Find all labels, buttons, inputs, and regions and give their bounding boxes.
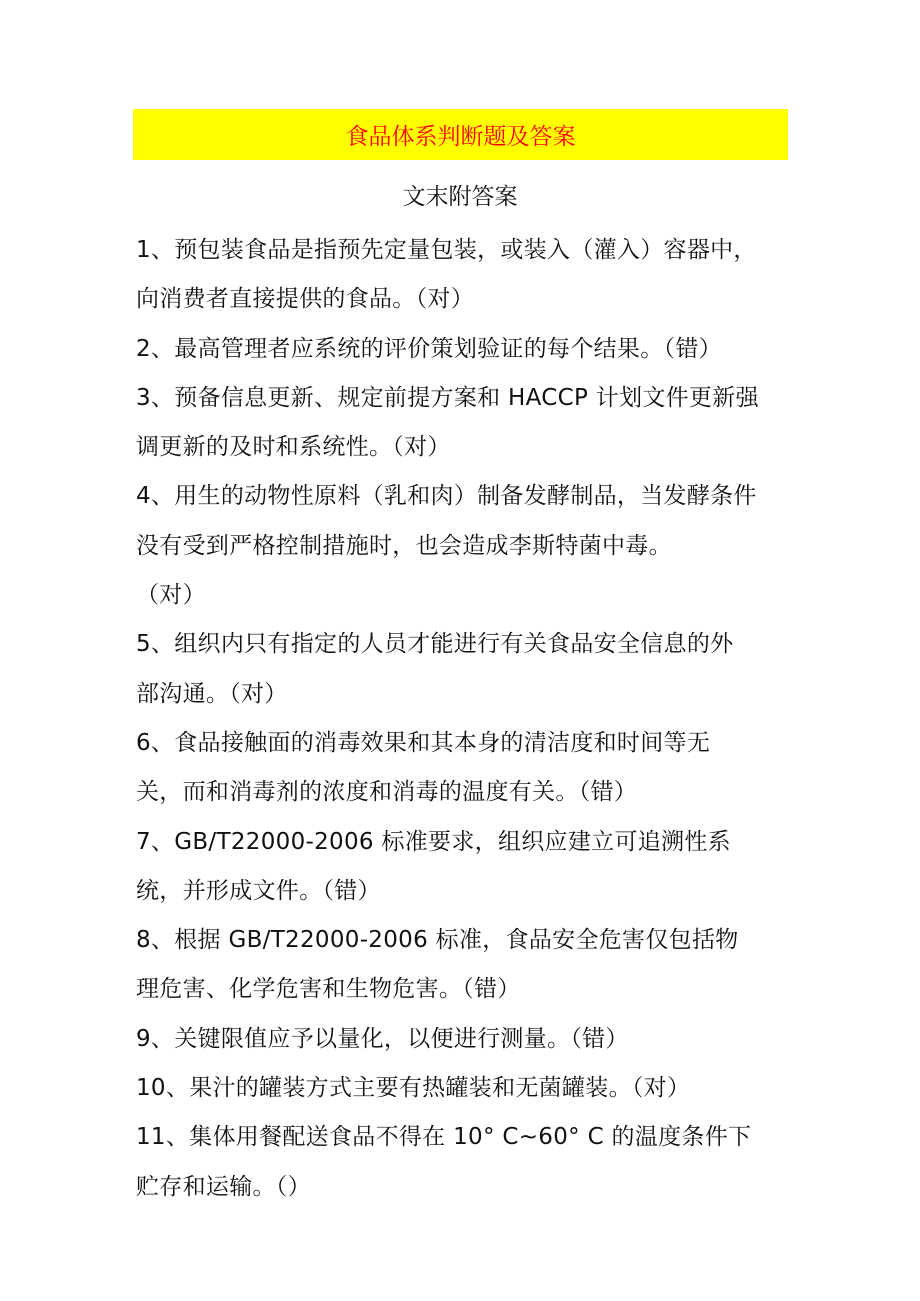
text-line: 关，而和消毒剂的浓度和消毒的温度有关。（错） (136, 779, 638, 806)
text-line: 5、组织内只有指定的人员才能进行有关食品安全信息的外 (136, 631, 734, 658)
text-line: 1、预包装食品是指预先定量包装，或装入（灌入）容器中， (136, 237, 757, 263)
text-line: 贮存和运输。（） (136, 1173, 311, 1200)
text-line: 2、最高管理者应系统的评价策划验证的每个结果。（错） (136, 335, 722, 362)
text-line: （对） (136, 582, 206, 609)
text-line: 9、关键限值应予以量化，以便进行测量。（错） (136, 1025, 629, 1052)
text-line: 7、GB/T22000-2006 标准要求，组织应建立可追溯性系 (136, 828, 731, 855)
document-title: 食品体系判断题及答案 (345, 124, 576, 150)
text-line: 理危害、化学危害和生物危害。（错） (136, 976, 521, 1003)
text-line: 部沟通。（对） (136, 680, 288, 707)
text-line: 调更新的及时和系统性。（对） (136, 434, 451, 461)
text-line: 3、预备信息更新、规定前提方案和 HACCP 计划文件更新强 (136, 384, 759, 411)
text-line: 10、果汁的罐装方式主要有热罐装和无菌罐装。（对） (136, 1075, 691, 1102)
text-line: 向消费者直接提供的食品。（对） (136, 286, 474, 313)
document-subtitle: 文末附答案 (402, 184, 518, 210)
text-line: 4、用生的动物性原料（乳和肉）制备发酵制品，当发酵条件 (136, 483, 757, 510)
title-banner (133, 109, 788, 160)
question-list (136, 226, 816, 1212)
text-line: 8、根据 GB/T22000-2006 标准，食品安全危害仅包括物 (136, 927, 739, 954)
text-line: 统，并形成文件。（错） (136, 877, 381, 904)
text-line: 11、集体用餐配送食品不得在 10° C~60° C 的温度条件下 (136, 1124, 752, 1151)
text-line: 6、食品接触面的消毒效果和其本身的清洁度和时间等无 (136, 729, 711, 756)
text-line: 没有受到严格控制措施时，也会造成李斯特菌中毒。 (136, 532, 672, 559)
